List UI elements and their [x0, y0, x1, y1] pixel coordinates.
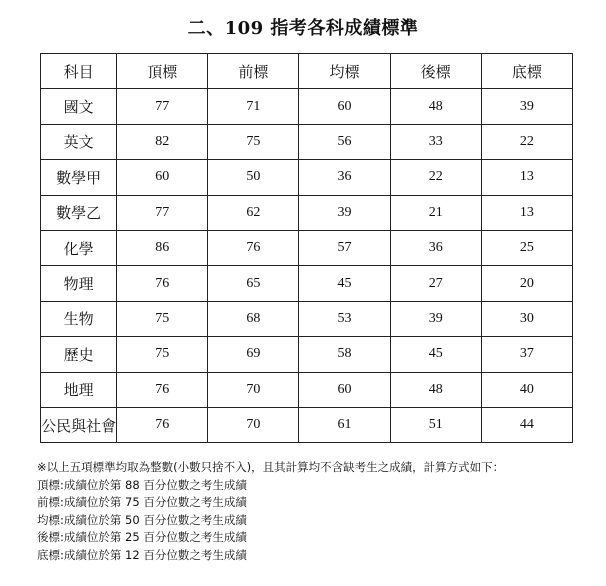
header-top: 頂標	[117, 54, 208, 89]
front-cell: 76	[208, 230, 299, 265]
footnote-intro: ※以上五項標準均取為整數(小數只捨不入)，且其計算均不含缺考生之成績，計算方式如下：	[37, 460, 505, 474]
front-cell: 71	[208, 89, 299, 124]
top-cell: 60	[117, 160, 208, 195]
front-cell: 65	[208, 266, 299, 301]
average-cell: 39	[299, 195, 390, 230]
table-header-row	[41, 54, 573, 89]
average-cell: 61	[299, 407, 390, 442]
front-cell: 69	[208, 337, 299, 372]
average-cell: 53	[299, 301, 390, 336]
front-cell: 75	[208, 124, 299, 159]
top-cell: 76	[117, 372, 208, 407]
back-cell: 21	[390, 195, 481, 230]
table-row	[41, 89, 573, 124]
header-front: 前標	[208, 54, 299, 89]
bottom-cell: 44	[481, 407, 572, 442]
subject-cell: 公民與社會	[41, 407, 117, 442]
table-row	[41, 266, 573, 301]
average-cell: 60	[299, 372, 390, 407]
table-row	[41, 160, 573, 195]
subject-cell: 歷史	[41, 337, 117, 372]
front-cell: 70	[208, 372, 299, 407]
header-bottom: 底標	[481, 54, 572, 89]
top-cell: 77	[117, 89, 208, 124]
page-title: 二、109 指考各科成績標準	[187, 18, 419, 39]
bottom-cell: 39	[481, 89, 572, 124]
table-row	[41, 195, 573, 230]
footnote-bottom: 底標:成績位於第 12 百分位數之考生成績	[37, 547, 247, 562]
subject-cell: 英文	[41, 124, 117, 159]
footnote-top: 頂標:成績位於第 88 百分位數之考生成績	[37, 477, 247, 492]
bottom-cell: 30	[481, 301, 572, 336]
front-cell: 68	[208, 301, 299, 336]
subject-cell: 數學甲	[41, 160, 117, 195]
bottom-cell: 13	[481, 160, 572, 195]
front-cell: 62	[208, 195, 299, 230]
top-cell: 77	[117, 195, 208, 230]
average-cell: 45	[299, 266, 390, 301]
top-cell: 76	[117, 266, 208, 301]
top-cell: 76	[117, 407, 208, 442]
header-back: 後標	[390, 54, 481, 89]
score-standards-table	[40, 53, 573, 443]
back-cell: 45	[390, 337, 481, 372]
average-cell: 36	[299, 160, 390, 195]
bottom-cell: 40	[481, 372, 572, 407]
back-cell: 27	[390, 266, 481, 301]
table-row	[41, 407, 573, 442]
table-row	[41, 124, 573, 159]
back-cell: 33	[390, 124, 481, 159]
average-cell: 60	[299, 89, 390, 124]
back-cell: 51	[390, 407, 481, 442]
subject-cell: 國文	[41, 89, 117, 124]
average-cell: 58	[299, 337, 390, 372]
subject-cell: 地理	[41, 372, 117, 407]
average-cell: 57	[299, 230, 390, 265]
average-cell: 56	[299, 124, 390, 159]
header-subject: 科目	[41, 54, 117, 89]
bottom-cell: 37	[481, 337, 572, 372]
footnote-back: 後標:成績位於第 25 百分位數之考生成績	[37, 530, 247, 544]
footnotes	[37, 459, 597, 564]
back-cell: 36	[390, 230, 481, 265]
subject-cell: 化學	[41, 230, 117, 265]
table-row	[41, 230, 573, 265]
back-cell: 22	[390, 160, 481, 195]
front-cell: 70	[208, 407, 299, 442]
subject-cell: 物理	[41, 266, 117, 301]
table-row	[41, 372, 573, 407]
table-row	[41, 337, 573, 372]
back-cell: 48	[390, 89, 481, 124]
subject-cell: 數學乙	[41, 195, 117, 230]
back-cell: 48	[390, 372, 481, 407]
table-row	[41, 301, 573, 336]
top-cell: 75	[117, 337, 208, 372]
back-cell: 39	[390, 301, 481, 336]
top-cell: 75	[117, 301, 208, 336]
header-average: 均標	[299, 54, 390, 89]
footnote-front: 前標:成績位於第 75 百分位數之考生成績	[37, 495, 247, 509]
top-cell: 82	[117, 124, 208, 159]
top-cell: 86	[117, 230, 208, 265]
subject-cell: 生物	[41, 301, 117, 336]
bottom-cell: 22	[481, 124, 572, 159]
front-cell: 50	[208, 160, 299, 195]
footnote-average: 均標:成績位於第 50 百分位數之考生成績	[37, 512, 247, 527]
bottom-cell: 25	[481, 230, 572, 265]
bottom-cell: 13	[481, 195, 572, 230]
bottom-cell: 20	[481, 266, 572, 301]
